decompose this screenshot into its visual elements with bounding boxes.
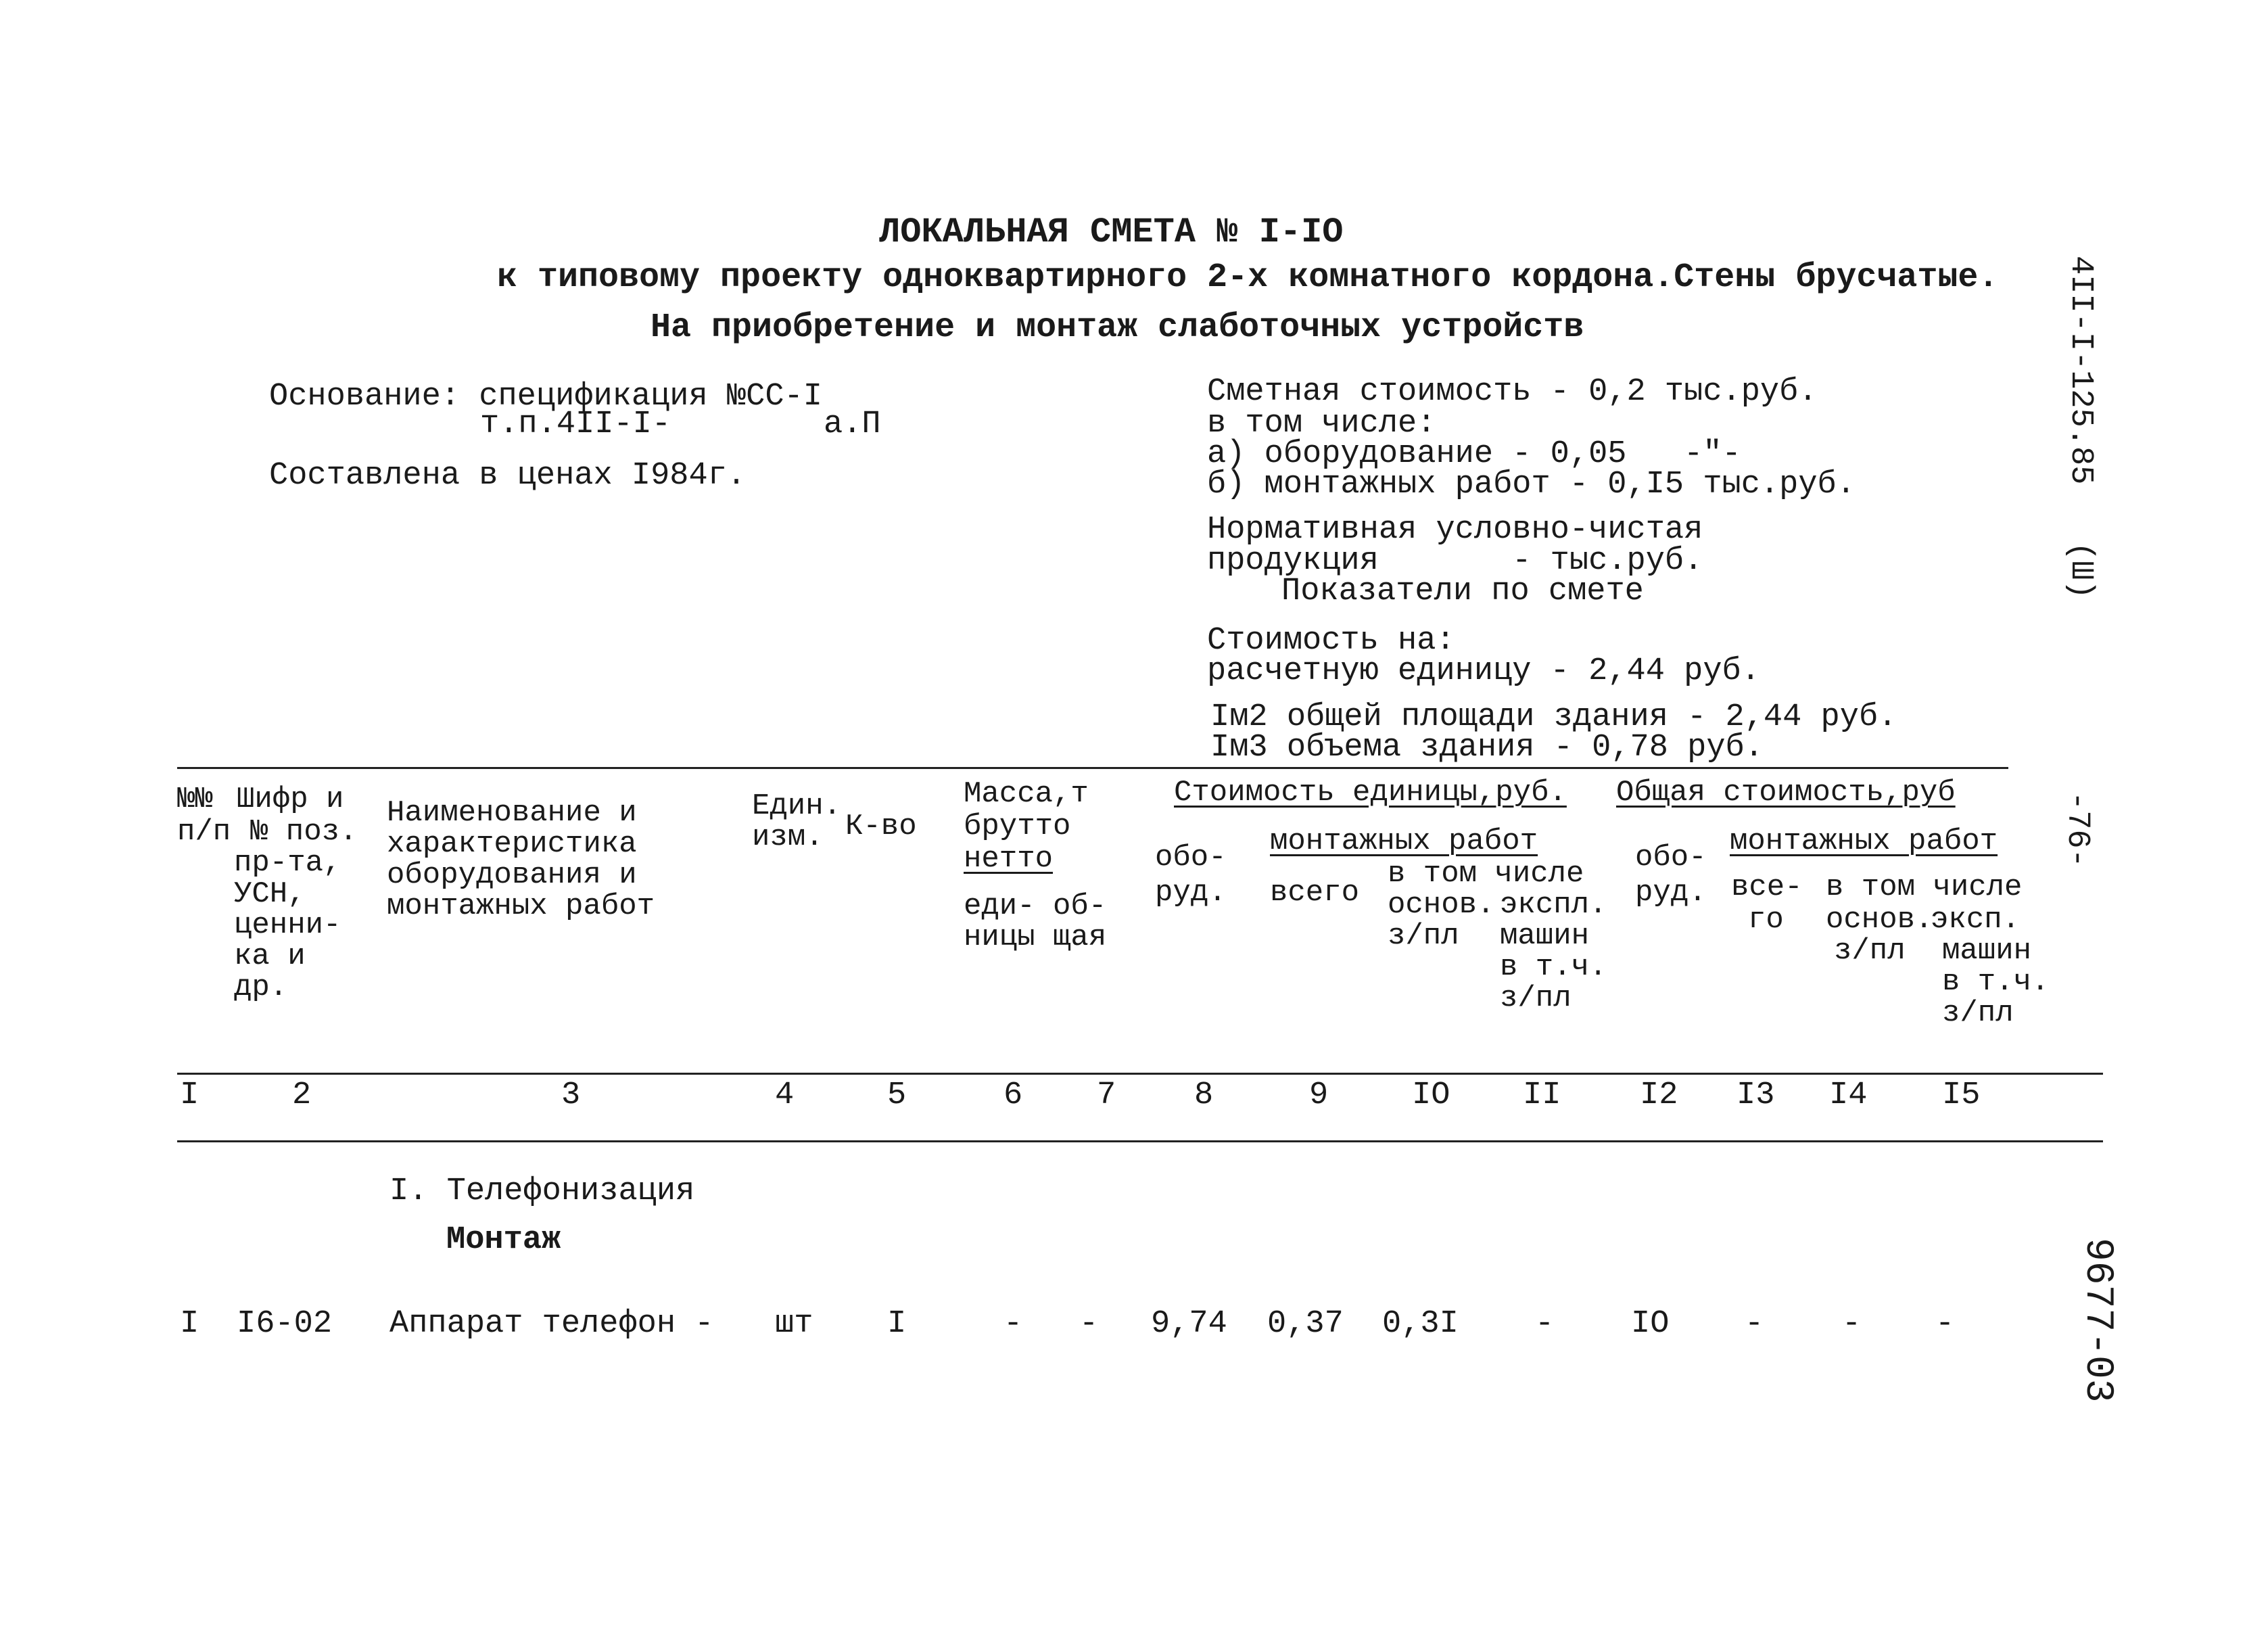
header-col-1-line-2: п/п bbox=[177, 815, 231, 849]
header-unit-incl-sub-1: основ. bbox=[1388, 888, 1495, 922]
header-unit-equip-line-1: обо- bbox=[1155, 841, 1227, 875]
header-col-3-line-1: Наименование и bbox=[387, 796, 637, 830]
column-number-9: 9 bbox=[1309, 1077, 1329, 1113]
header-total-expl-line-4: з/пл bbox=[1942, 996, 2014, 1030]
header-col-3-line-3: оборудования и bbox=[387, 858, 637, 892]
cost-line-6: продукция - тыс.руб. bbox=[1207, 543, 1703, 579]
page-number: -76- bbox=[2059, 791, 2095, 868]
row-1-unit-mount-all: 0,37 bbox=[1267, 1306, 1344, 1342]
title-line-2: к типовому проекту одноквартирного 2-х комнатного кордона.Стены брусчатые. bbox=[497, 258, 1999, 297]
cost-line-4: б) монтажных работ - 0,I5 тыс.руб. bbox=[1207, 467, 1856, 503]
header-col-1-line-1: №№ bbox=[177, 783, 213, 816]
header-unit-all: всего bbox=[1270, 876, 1360, 910]
cost-line-9: расчетную единицу - 2,44 руб. bbox=[1207, 653, 1760, 689]
title-line-1: ЛОКАЛЬНАЯ СМЕТА № I-IO bbox=[879, 212, 1344, 252]
basis-line-2: т.п.4II-I- bbox=[480, 406, 671, 442]
row-1-unit: шт bbox=[775, 1306, 813, 1342]
row-1-unit-mount-base: 0,3I bbox=[1382, 1306, 1459, 1342]
column-number-3: 3 bbox=[561, 1077, 581, 1113]
row-1-unit-mount-expl: - bbox=[1535, 1306, 1555, 1342]
prices-note: Составлена в ценах I984г. bbox=[269, 458, 747, 494]
column-number-7: 7 bbox=[1097, 1077, 1116, 1113]
header-total-equip-line-1: обо- bbox=[1635, 841, 1707, 875]
header-total-expl-line-1: эксп. bbox=[1931, 903, 2021, 937]
section-heading: I. Телефонизация bbox=[389, 1173, 695, 1209]
row-1-total-equip: IO bbox=[1631, 1306, 1670, 1342]
header-mass-line-1: Масса,т bbox=[964, 777, 1089, 811]
row-1-code: I6-02 bbox=[237, 1306, 333, 1342]
header-unit-cost: Стоимость единицы,руб. bbox=[1174, 776, 1567, 810]
header-total-equip-line-2: руд. bbox=[1635, 876, 1707, 910]
row-1-total-mount-all: - bbox=[1745, 1306, 1764, 1342]
header-col-2-line-2: № поз. bbox=[250, 815, 358, 849]
header-total-all-line-1: все- bbox=[1731, 870, 1803, 904]
column-number-12: I2 bbox=[1640, 1077, 1678, 1113]
cost-line-7: Показатели по смете bbox=[1281, 574, 1644, 609]
header-unit-expl-line-2: машин bbox=[1500, 919, 1590, 953]
header-col-3-line-4: монтажных работ bbox=[387, 889, 655, 923]
header-col-4-line-1: Един. bbox=[752, 789, 842, 823]
column-number-13: I3 bbox=[1737, 1077, 1775, 1113]
header-unit-mount: монтажных работ bbox=[1270, 824, 1538, 858]
header-col-5: К-во bbox=[845, 810, 917, 843]
cost-line-3: а) оборудование - 0,05 -"- bbox=[1207, 436, 1741, 472]
header-col-3-line-2: характеристика bbox=[387, 827, 637, 861]
header-col-4-line-2: изм. bbox=[752, 820, 824, 854]
header-unit-expl-line-1: экспл. bbox=[1500, 888, 1607, 922]
header-mass-line-3: нетто bbox=[964, 842, 1054, 876]
header-col-2-line-1: Шифр и bbox=[237, 783, 344, 816]
header-unit-incl-sub-2: з/пл bbox=[1388, 919, 1459, 953]
header-mass-sub-1: еди- об- bbox=[964, 889, 1107, 923]
row-1-number: I bbox=[180, 1306, 199, 1342]
header-total-mount: монтажных работ bbox=[1730, 824, 1998, 858]
cost-line-11: Iм3 объема здания - 0,78 руб. bbox=[1210, 730, 1764, 766]
row-1-total-mount-base: - bbox=[1842, 1306, 1862, 1342]
header-total-expl-line-3: в т.ч. bbox=[1942, 965, 2050, 999]
row-1-name: Аппарат телефон - bbox=[389, 1306, 714, 1342]
column-number-4: 4 bbox=[775, 1077, 795, 1113]
header-col-2-line-6: ка и bbox=[234, 939, 306, 973]
header-unit-equip-line-2: руд. bbox=[1155, 876, 1227, 910]
row-1-mass-total: - bbox=[1079, 1306, 1099, 1342]
column-number-6: 6 bbox=[1003, 1077, 1023, 1113]
header-total-incl: в том числе bbox=[1826, 870, 2023, 904]
column-number-10: IO bbox=[1412, 1077, 1450, 1113]
cost-line-8: Стоимость на: bbox=[1207, 623, 1455, 659]
column-numbers-top-rule bbox=[177, 1073, 2103, 1075]
cost-line-10: Iм2 общей площади здания - 2,44 руб. bbox=[1210, 699, 1897, 735]
cost-line-5: Нормативная условно-чистая bbox=[1207, 512, 1703, 548]
column-number-2: 2 bbox=[292, 1077, 312, 1113]
header-unit-incl: в том числе bbox=[1388, 857, 1584, 891]
header-mass-line-2: брутто bbox=[964, 810, 1071, 843]
header-mass-sub-2: ницы щая bbox=[964, 921, 1107, 954]
header-unit-expl-line-3: в т.ч. bbox=[1500, 950, 1607, 984]
archive-stamp: 9677-03 bbox=[2075, 1238, 2119, 1403]
basis-line-2b: а.П bbox=[824, 406, 881, 442]
header-col-2-line-7: др. bbox=[234, 971, 288, 1004]
column-numbers-bottom-rule bbox=[177, 1140, 2103, 1142]
subsection-heading: Монтаж bbox=[446, 1222, 561, 1258]
column-number-5: 5 bbox=[887, 1077, 907, 1113]
column-number-14: I4 bbox=[1829, 1077, 1868, 1113]
row-1-mass-unit: - bbox=[1003, 1306, 1023, 1342]
column-number-15: I5 bbox=[1942, 1077, 1981, 1113]
header-unit-expl-line-4: з/пл bbox=[1500, 981, 1572, 1015]
column-number-11: II bbox=[1523, 1077, 1561, 1113]
column-number-1: I bbox=[180, 1077, 199, 1113]
title-line-3: На приобретение и монтаж слаботочных устройств bbox=[651, 308, 1584, 347]
header-total-incl-sub-1: основ. bbox=[1826, 903, 1933, 937]
row-1-quantity: I bbox=[887, 1306, 907, 1342]
header-col-2-line-4: УСН, bbox=[234, 877, 306, 911]
header-total-incl-sub-2: з/пл bbox=[1834, 934, 1906, 968]
table-top-rule bbox=[177, 767, 2008, 769]
row-1-total-mount-expl: - bbox=[1935, 1306, 1955, 1342]
header-col-2-line-5: ценни- bbox=[234, 908, 341, 942]
header-total-all-line-2: го bbox=[1748, 903, 1784, 937]
document-code: 4II-I-125.85 (Ш) bbox=[2062, 256, 2098, 599]
header-col-2-line-3: пр-та, bbox=[234, 846, 341, 880]
cost-line-1: Сметная стоимость - 0,2 тыс.руб. bbox=[1207, 374, 1818, 410]
cost-line-2: в том числе: bbox=[1207, 406, 1436, 442]
header-total-cost: Общая стоимость,руб bbox=[1616, 776, 1956, 810]
basis-line-1: Основание: спецификация №СС-I bbox=[269, 379, 822, 415]
column-number-8: 8 bbox=[1194, 1077, 1214, 1113]
header-total-expl-line-2: машин bbox=[1942, 934, 2032, 968]
row-1-unit-equip: 9,74 bbox=[1151, 1306, 1227, 1342]
